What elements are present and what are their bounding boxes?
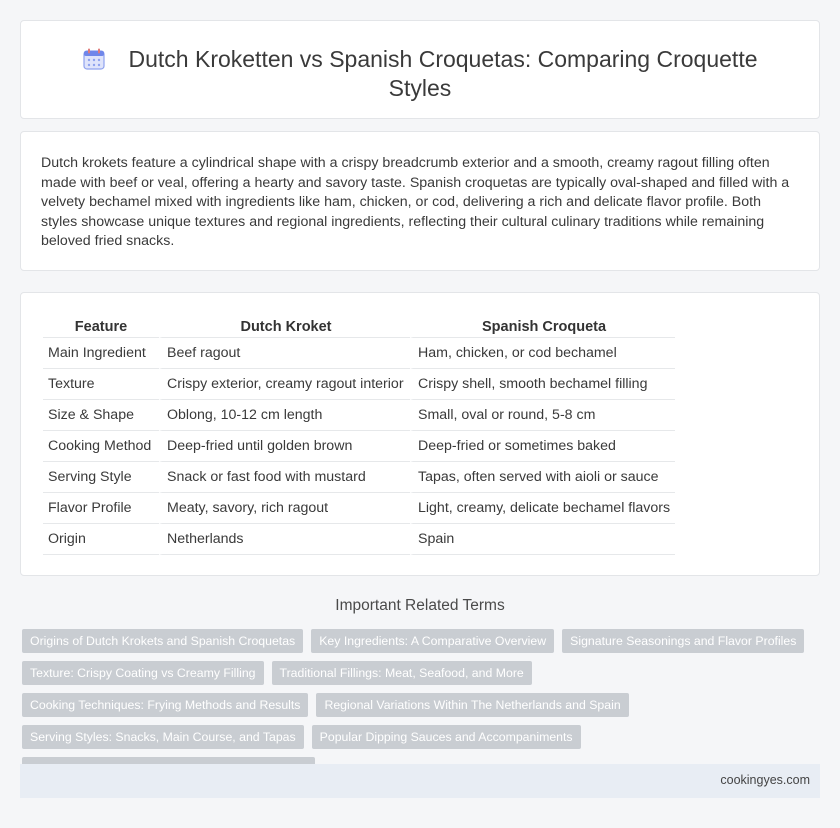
table-cell: Origin: [43, 524, 159, 555]
table-cell: Snack or fast food with mustard: [159, 462, 410, 493]
table-row: [43, 338, 675, 369]
table-row: [43, 493, 675, 524]
table-cell: Oblong, 10-12 cm length: [159, 400, 410, 431]
column-header-dutch: Dutch Kroket: [159, 317, 410, 338]
related-term-tag[interactable]: Regional Variations Within The Netherlands and Spain: [316, 693, 628, 717]
intro-paragraph: Dutch krokets feature a cylindrical shape with a crispy breadcrumb exterior and a smooth, creamy ragout filling often made with beef or veal, offering a hearty and savory taste. Spanish croquetas are typically oval-shaped and filled with a velvety bechamel mixed with ingredients like ham, chicken, or cod, delivering a rich and delicate flavor profile. Both styles showcase unique textures and regional ingredients, reflecting their cultural culinary traditions while remaining beloved fried snacks.: [41, 155, 790, 249]
related-term-tag[interactable]: Key Ingredients: A Comparative Overview: [311, 629, 554, 653]
table-row: [43, 431, 675, 462]
footer-bar: [20, 764, 820, 798]
related-term-tag[interactable]: Cooking Techniques: Frying Methods and Results: [22, 693, 308, 717]
table-row: [43, 462, 675, 493]
table-cell: Flavor Profile: [43, 493, 159, 524]
related-term-tag[interactable]: Serving Styles: Snacks, Main Course, and Tapas: [22, 725, 304, 749]
table-cell: Crispy exterior, creamy ragout interior: [159, 369, 410, 400]
table-cell: Beef ragout: [159, 338, 410, 369]
table-cell: Crispy shell, smooth bechamel filling: [410, 369, 675, 400]
related-terms-tags: [22, 629, 822, 781]
table-cell: Serving Style: [43, 462, 159, 493]
related-term-tag[interactable]: Origins of Dutch Krokets and Spanish Croquetas: [22, 629, 303, 653]
table-cell: Light, creamy, delicate bechamel flavors: [410, 493, 675, 524]
related-terms-heading: Important Related Terms: [335, 597, 505, 614]
intro-card: [20, 131, 820, 271]
table-cell: Ham, chicken, or cod bechamel: [410, 338, 675, 369]
table-cell: Deep-fried until golden brown: [159, 431, 410, 462]
table-cell: Texture: [43, 369, 159, 400]
page-title-wrapper: [21, 45, 819, 103]
table-cell: Meaty, savory, rich ragout: [159, 493, 410, 524]
table-cell: Cooking Method: [43, 431, 159, 462]
table-row: [43, 524, 675, 555]
footer-site-link[interactable]: cookingyes.com: [720, 773, 810, 787]
related-term-tag[interactable]: Popular Dipping Sauces and Accompaniments: [312, 725, 581, 749]
column-header-feature: Feature: [43, 317, 159, 338]
table-row: [43, 400, 675, 431]
table-cell: Deep-fried or sometimes baked: [410, 431, 675, 462]
table-cell: Size & Shape: [43, 400, 159, 431]
related-term-tag[interactable]: Traditional Fillings: Meat, Seafood, and More: [272, 661, 532, 685]
table-row: [43, 369, 675, 400]
page-title: Dutch Kroketten vs Spanish Croquetas: Comparing Croquette Styles: [128, 46, 758, 101]
header-card: [20, 20, 820, 119]
table-cell: Tapas, often served with aioli or sauce: [410, 462, 675, 493]
table-cell: Main Ingredient: [43, 338, 159, 369]
table-cell: Netherlands: [159, 524, 410, 555]
related-term-tag[interactable]: Texture: Crispy Coating vs Creamy Filling: [22, 661, 264, 685]
comparison-table-card: [20, 292, 820, 576]
comparison-table: [43, 317, 675, 555]
calendar-icon: [83, 48, 105, 70]
table-header-row: [43, 317, 675, 338]
related-term-tag[interactable]: Signature Seasonings and Flavor Profiles: [562, 629, 804, 653]
table-cell: Small, oval or round, 5-8 cm: [410, 400, 675, 431]
table-cell: Spain: [410, 524, 675, 555]
column-header-spanish: Spanish Croqueta: [410, 317, 675, 338]
